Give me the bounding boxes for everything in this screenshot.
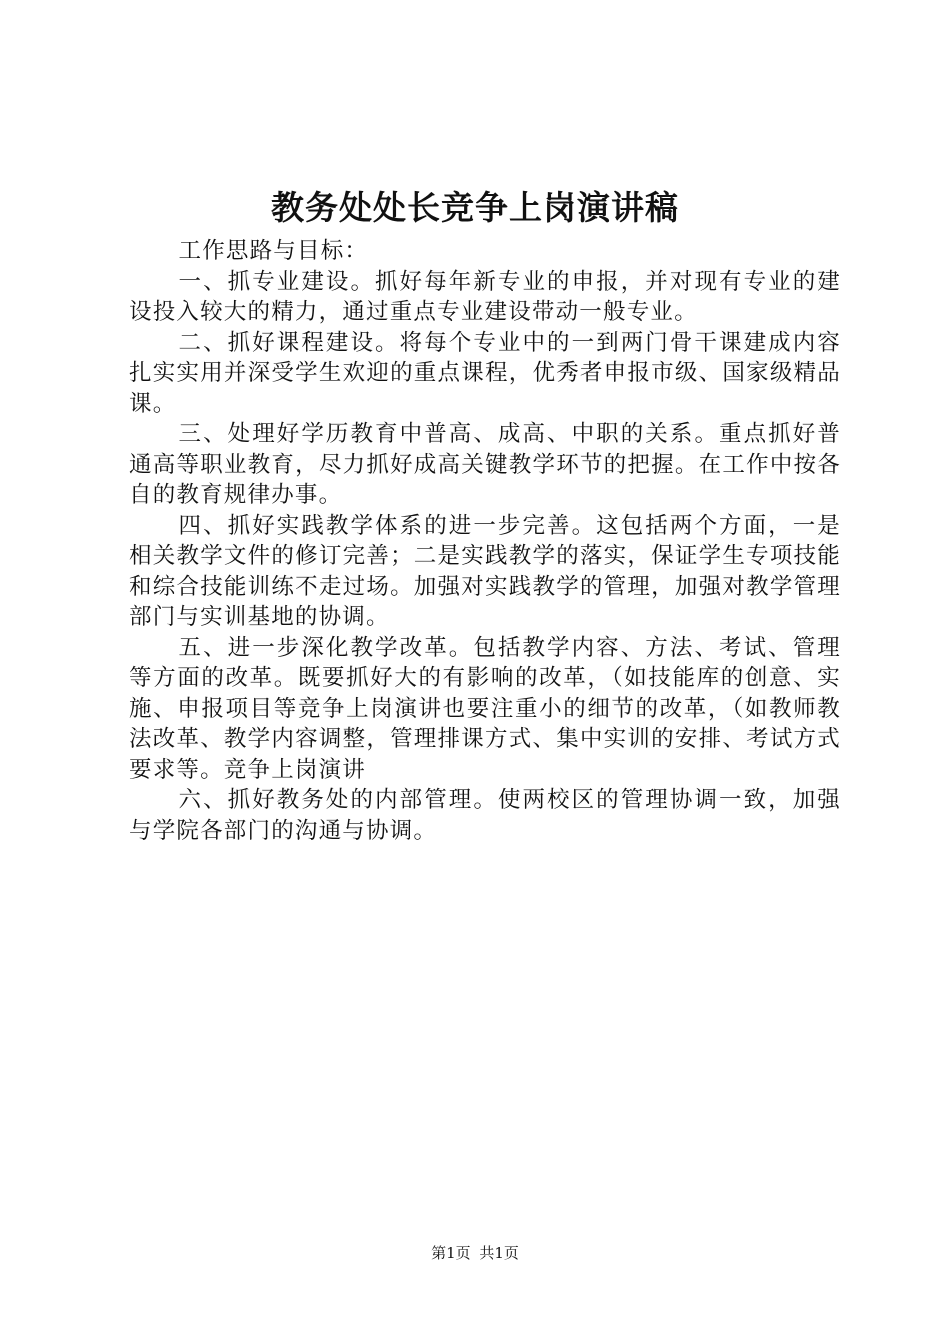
page-number: 第1页 — [431, 1244, 471, 1262]
paragraph-4: 四、抓好实践教学体系的进一步完善。这包括两个方面，一是相关教学文件的修订完善；二是实践教学的落实，保证学生专项技能和综合技能训练不走过场。加强对实践教学的管理，加强对教学管理部门与实训基地的协调。 — [129, 512, 841, 630]
paragraph-3: 三、处理好学历教育中普高、成高、中职的关系。重点抓好普通高等职业教育，尽力抓好成高关键教学环节的把握。在工作中按各自的教育规律办事。 — [129, 421, 841, 508]
paragraph-6: 六、抓好教务处的内部管理。使两校区的管理协调一致，加强与学院各部门的沟通与协调。 — [129, 787, 841, 844]
page-total: 共1页 — [479, 1244, 519, 1262]
document-body — [129, 236, 841, 846]
page-footer — [0, 1243, 950, 1263]
paragraph-5: 五、进一步深化教学改革。包括教学内容、方法、考试、管理等方面的改革。既要抓好大的有影响的改革，（如技能库的创意、实施、申报项目等竞争上岗演讲也要注重小的细节的改革，（如教师教法改革、教学内容调整，管理排课方式、集中实训的安排、考试方式要求等。竞争上岗演讲 — [129, 634, 841, 783]
paragraph-2: 二、抓好课程建设。将每个专业中的一到两门骨干课建成内容扎实实用并深受学生欢迎的重点课程，优秀者申报市级、国家级精品课。 — [129, 329, 841, 417]
document-title: 教务处处长竞争上岗演讲稿 — [271, 188, 679, 227]
paragraph-intro: 工作思路与目标： — [178, 238, 369, 264]
paragraph-1: 一、抓专业建设。抓好每年新专业的申报，并对现有专业的建设投入较大的精力，通过重点专业建设带动一般专业。 — [129, 268, 841, 325]
